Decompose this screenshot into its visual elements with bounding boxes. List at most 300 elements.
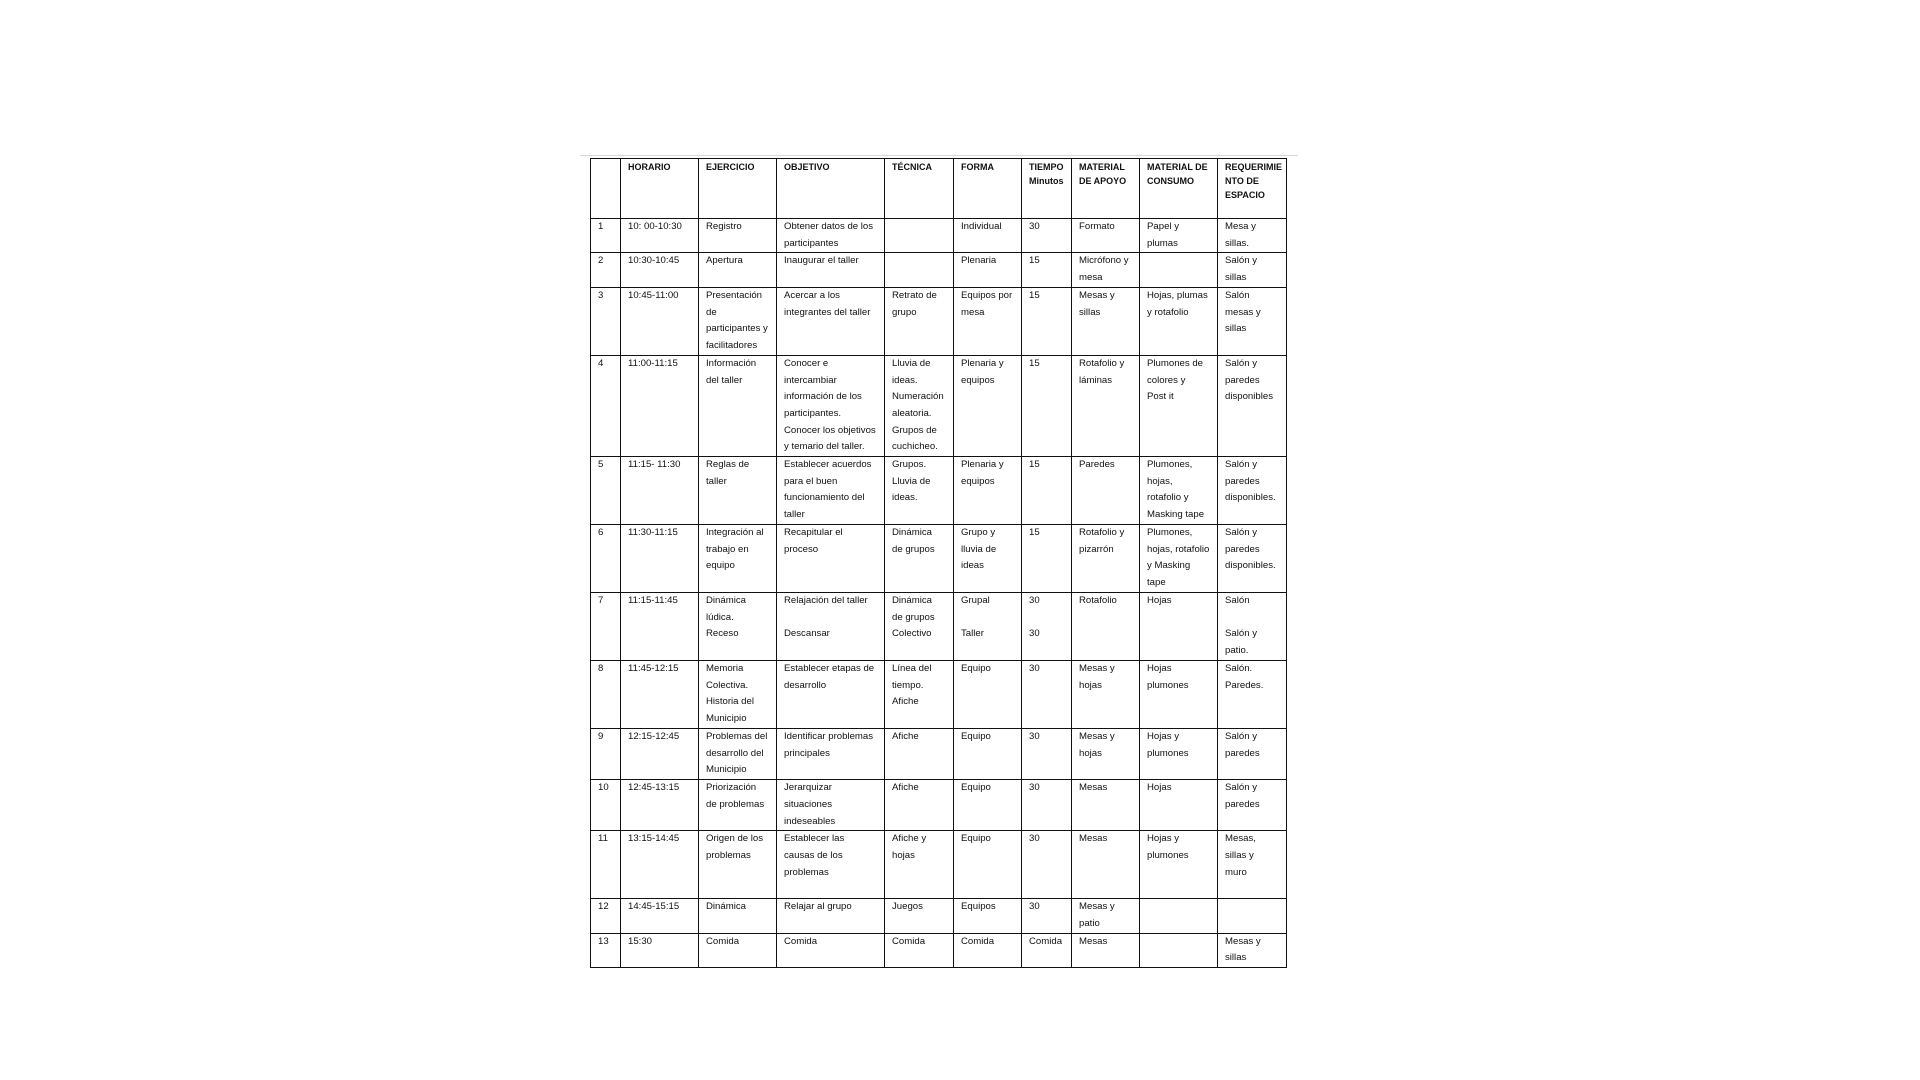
- cell-tiempo: [1022, 355, 1072, 456]
- cell-material-apoyo-line: Rotafolio y: [1079, 527, 1125, 539]
- cell-objetivo-line: Jerarquizar: [784, 782, 832, 794]
- cell-ejercicio-line: Historia del: [706, 696, 754, 708]
- cell-forma: [954, 933, 1022, 967]
- header-index: [591, 159, 621, 219]
- table-body: [591, 219, 1287, 968]
- cell-ejercicio-line: Receso: [706, 628, 739, 640]
- cell-horario: [621, 219, 699, 253]
- cell-index: [591, 780, 621, 831]
- cell-index-line: 2: [598, 255, 604, 267]
- table-row: [591, 253, 1287, 287]
- cell-objetivo: [777, 593, 885, 661]
- table-row: [591, 831, 1287, 899]
- cell-ejercicio-line: Priorización: [706, 782, 757, 794]
- cell-index: [591, 457, 621, 525]
- cell-objetivo-line: integrantes del taller: [784, 306, 871, 318]
- header-material-consumo: [1140, 159, 1218, 219]
- cell-material-consumo-line: plumas: [1147, 237, 1178, 249]
- cell-tiempo-line: 15: [1029, 255, 1040, 267]
- cell-tiempo-line: 15: [1029, 357, 1040, 369]
- cell-requerimiento-espacio-line: paredes: [1225, 374, 1260, 386]
- cell-ejercicio: [699, 831, 777, 899]
- cell-material-apoyo-line: Rotafolio y: [1079, 357, 1125, 369]
- cell-objetivo-line: proceso: [784, 543, 819, 555]
- cell-forma-line: Comida: [961, 935, 995, 947]
- cell-objetivo: [777, 355, 885, 456]
- cell-horario: [621, 525, 699, 593]
- cell-tecnica: [885, 933, 954, 967]
- cell-ejercicio-line: Registro: [706, 221, 742, 232]
- cell-material-apoyo-line: sillas: [1079, 306, 1101, 318]
- cell-requerimiento-espacio-line: paredes: [1225, 543, 1260, 555]
- cell-material-consumo-line: Post it: [1147, 391, 1174, 403]
- cell-tecnica: [885, 831, 954, 899]
- cell-requerimiento-espacio-line: Salón y: [1225, 527, 1257, 539]
- cell-forma-line: Plenaria y: [961, 459, 1004, 471]
- cell-ejercicio: [699, 899, 777, 933]
- workshop-schedule-table: [590, 158, 1287, 968]
- cell-horario-line: 10:45-11:00: [628, 289, 679, 301]
- cell-horario: [621, 831, 699, 899]
- table-row: [591, 780, 1287, 831]
- cell-forma-line: Plenaria y: [961, 357, 1004, 369]
- cell-tecnica-line: Lluvia de: [892, 357, 931, 369]
- cell-material-consumo-line: colores y: [1147, 374, 1186, 386]
- cell-tiempo-line: 30: [1029, 731, 1040, 743]
- cell-tiempo-line: 30: [1029, 901, 1040, 913]
- cell-requerimiento-espacio-line: paredes: [1225, 475, 1260, 487]
- header-material-apoyo-line: DE APOYO: [1079, 176, 1127, 187]
- cell-ejercicio-line: Problemas del: [706, 731, 768, 743]
- cell-index: [591, 287, 621, 355]
- cell-objetivo-line: [784, 610, 884, 627]
- cell-ejercicio-line: Comida: [706, 935, 740, 947]
- cell-tiempo-line: Comida: [1029, 935, 1063, 947]
- cell-horario-line: 15:30: [628, 935, 653, 947]
- header-material-consumo-line: CONSUMO: [1147, 176, 1194, 187]
- cell-horario-line: 14:45-15:15: [628, 901, 680, 913]
- table-row: [591, 457, 1287, 525]
- cell-requerimiento-espacio: [1218, 525, 1287, 593]
- cell-objetivo: [777, 525, 885, 593]
- cell-requerimiento-espacio: [1218, 831, 1287, 899]
- cell-objetivo-line: taller: [784, 509, 805, 521]
- cell-ejercicio-line: del taller: [706, 374, 743, 386]
- cell-tiempo: [1022, 831, 1072, 899]
- cell-forma-line: Equipo: [961, 833, 991, 845]
- cell-objetivo: [777, 831, 885, 899]
- cell-ejercicio-line: problemas: [706, 849, 751, 861]
- cell-material-consumo-line: y rotafolio: [1147, 306, 1189, 318]
- cell-objetivo: [777, 899, 885, 933]
- cell-tecnica: [885, 593, 954, 661]
- cell-requerimiento-espacio: [1218, 253, 1287, 287]
- cell-requerimiento-espacio-line: disponibles: [1225, 391, 1274, 403]
- header-ejercicio: [699, 159, 777, 219]
- cell-material-apoyo-line: Mesas y: [1079, 731, 1115, 743]
- cell-ejercicio: [699, 729, 777, 780]
- cell-material-consumo: [1140, 593, 1218, 661]
- cell-material-consumo: [1140, 457, 1218, 525]
- cell-requerimiento-espacio-line: Salón y: [1225, 731, 1257, 743]
- cell-requerimiento-espacio-line: paredes: [1225, 747, 1260, 759]
- cell-tecnica-line: grupo: [892, 306, 917, 318]
- cell-forma: [954, 831, 1022, 899]
- cell-objetivo-line: Establecer las: [784, 833, 845, 845]
- header-horario: [621, 159, 699, 219]
- cell-tiempo: [1022, 593, 1072, 661]
- cell-ejercicio: [699, 287, 777, 355]
- header-tecnica: [885, 159, 954, 219]
- cell-material-consumo-line: Hojas: [1147, 663, 1172, 675]
- cell-objetivo-line: principales: [784, 747, 830, 759]
- cell-material-consumo-line: Hojas y: [1147, 833, 1179, 845]
- cell-material-consumo: [1140, 780, 1218, 831]
- cell-material-consumo: [1140, 525, 1218, 593]
- cell-material-apoyo-line: Micrófono y: [1079, 255, 1129, 267]
- cell-material-apoyo: [1072, 661, 1140, 729]
- cell-index-line: 6: [598, 527, 604, 539]
- cell-requerimiento-espacio: [1218, 355, 1287, 456]
- cell-tecnica-line: Afiche: [892, 782, 919, 794]
- cell-forma-line: ideas: [961, 560, 984, 572]
- cell-tiempo-line: 30: [1029, 595, 1040, 607]
- cell-material-apoyo: [1072, 729, 1140, 780]
- cell-index-line: 10: [598, 782, 609, 794]
- cell-requerimiento-espacio-line: Mesas y: [1225, 935, 1261, 947]
- cell-ejercicio: [699, 253, 777, 287]
- cell-material-consumo: [1140, 933, 1218, 967]
- cell-material-apoyo: [1072, 525, 1140, 593]
- cell-forma-line: Individual: [961, 221, 1002, 232]
- cell-material-consumo-line: Hojas y: [1147, 731, 1179, 743]
- cell-material-apoyo: [1072, 287, 1140, 355]
- cell-index-line: 8: [598, 663, 604, 675]
- cell-ejercicio-line: lúdica.: [706, 611, 734, 623]
- cell-forma: [954, 661, 1022, 729]
- cell-ejercicio: [699, 661, 777, 729]
- header-ejercicio-line: EJERCICIO: [706, 162, 755, 172]
- cell-index: [591, 253, 621, 287]
- cell-tiempo: [1022, 933, 1072, 967]
- cell-forma: [954, 899, 1022, 933]
- cell-tecnica: [885, 525, 954, 593]
- cell-objetivo-line: Establecer acuerdos: [784, 459, 872, 471]
- cell-forma-line: Equipos por: [961, 289, 1013, 301]
- cell-objetivo-line: causas de los: [784, 849, 843, 861]
- cell-tiempo-line: 30: [1029, 833, 1040, 845]
- cell-tecnica-line: aleatoria.: [892, 407, 932, 419]
- cell-requerimiento-espacio-line: Salón y: [1225, 782, 1257, 794]
- header-requerimiento-espacio: [1218, 159, 1287, 219]
- cell-material-apoyo-line: Mesas y: [1079, 289, 1115, 301]
- cell-horario-line: 11:30-11:15: [628, 527, 678, 539]
- cell-ejercicio: [699, 355, 777, 456]
- header-tecnica-line: TÉCNICA: [892, 162, 932, 172]
- cell-ejercicio-line: Integración al: [706, 527, 764, 539]
- cell-index-line: 11: [598, 833, 608, 845]
- header-tiempo-line: Minutos: [1029, 176, 1064, 187]
- table-row: [591, 899, 1287, 933]
- cell-objetivo-line: para el buen: [784, 475, 838, 487]
- cell-objetivo: [777, 253, 885, 287]
- cell-material-consumo-line: plumones: [1147, 679, 1189, 691]
- cell-material-consumo-line: Plumones,: [1147, 459, 1193, 471]
- cell-requerimiento-espacio-line: sillas y: [1225, 849, 1254, 861]
- cell-objetivo-line: y temario del taller.: [784, 441, 865, 453]
- cell-material-apoyo-line: Mesas y: [1079, 901, 1115, 913]
- cell-forma-line: [961, 610, 1021, 627]
- cell-material-apoyo: [1072, 933, 1140, 967]
- cell-horario-line: 13:15-14:45: [628, 833, 680, 845]
- cell-material-apoyo: [1072, 355, 1140, 456]
- cell-index: [591, 355, 621, 456]
- cell-material-consumo-line: Papel y: [1147, 221, 1179, 232]
- cell-material-consumo: [1140, 253, 1218, 287]
- cell-tecnica-line: Comida: [892, 935, 926, 947]
- table-row: [591, 219, 1287, 253]
- cell-material-consumo: [1140, 729, 1218, 780]
- cell-requerimiento-espacio-line: paredes: [1225, 798, 1260, 810]
- cell-index: [591, 661, 621, 729]
- cell-material-apoyo: [1072, 593, 1140, 661]
- cell-requerimiento-espacio-line: Salón: [1225, 289, 1250, 301]
- cell-tecnica-line: tiempo.: [892, 679, 924, 691]
- cell-objetivo-line: Comida: [784, 935, 818, 947]
- cell-tiempo-line: 30: [1029, 221, 1040, 232]
- cell-material-consumo: [1140, 899, 1218, 933]
- table-row: [591, 661, 1287, 729]
- cell-requerimiento-espacio-line: [1225, 610, 1286, 627]
- cell-material-consumo-line: plumones: [1147, 747, 1189, 759]
- cell-requerimiento-espacio-line: Salón y: [1225, 628, 1257, 640]
- cell-horario: [621, 457, 699, 525]
- cell-requerimiento-espacio-line: sillas: [1225, 272, 1247, 284]
- cell-requerimiento-espacio-line: Paredes.: [1225, 679, 1264, 691]
- cell-index: [591, 219, 621, 253]
- cell-material-apoyo: [1072, 457, 1140, 525]
- header-material-apoyo-line: MATERIAL: [1079, 162, 1125, 172]
- cell-index-line: 13: [598, 935, 609, 947]
- cell-tiempo: [1022, 457, 1072, 525]
- cell-material-consumo-line: tape: [1147, 577, 1166, 589]
- cell-tiempo: [1022, 780, 1072, 831]
- cell-objetivo-line: Conocer los objetivos: [784, 424, 876, 436]
- cell-requerimiento-espacio-line: Salón y: [1225, 255, 1257, 267]
- cell-ejercicio-line: facilitadores: [706, 339, 758, 351]
- cell-ejercicio-line: Municipio: [706, 713, 747, 725]
- cell-forma-line: equipos: [961, 374, 995, 386]
- table-row: [591, 287, 1287, 355]
- cell-tiempo: [1022, 729, 1072, 780]
- cell-horario-line: 10:30-10:45: [628, 255, 680, 267]
- cell-tecnica-line: Afiche: [892, 731, 919, 743]
- cell-objetivo-line: Acercar a los: [784, 289, 840, 301]
- cell-objetivo-line: participantes: [784, 237, 839, 249]
- table-row: [591, 525, 1287, 593]
- cell-objetivo-line: Identificar problemas: [784, 731, 874, 743]
- table-row: [591, 729, 1287, 780]
- cell-ejercicio-line: Colectiva.: [706, 679, 749, 691]
- cell-tecnica: [885, 457, 954, 525]
- table-row: [591, 593, 1287, 661]
- cell-requerimiento-espacio-line: Salón y: [1225, 459, 1257, 471]
- cell-index-line: 4: [598, 357, 604, 369]
- cell-ejercicio-line: Información: [706, 357, 757, 369]
- cell-tiempo: [1022, 287, 1072, 355]
- cell-horario-line: 10: 00-10:30: [628, 221, 682, 232]
- header-requerimiento-espacio-line: NTO DE: [1225, 176, 1259, 187]
- cell-tecnica-line: cuchicheo.: [892, 441, 938, 453]
- cell-tecnica: [885, 661, 954, 729]
- cell-ejercicio: [699, 780, 777, 831]
- cell-objetivo: [777, 661, 885, 729]
- cell-forma-line: Equipos: [961, 901, 996, 913]
- cell-tecnica-line: hojas: [892, 849, 915, 861]
- header-objetivo: [777, 159, 885, 219]
- cell-requerimiento-espacio-line: Salón.: [1225, 663, 1253, 675]
- cell-ejercicio-line: Memoria: [706, 663, 744, 675]
- cell-horario: [621, 729, 699, 780]
- cell-material-consumo-line: rotafolio y: [1147, 492, 1189, 504]
- cell-forma-line: lluvia de: [961, 543, 997, 555]
- cell-objetivo-line: desarrollo: [784, 679, 827, 691]
- cell-requerimiento-espacio-line: Mesas,: [1225, 833, 1256, 845]
- cell-horario-line: 11:15-11:45: [628, 595, 678, 607]
- cell-ejercicio-line: participantes y: [706, 323, 768, 335]
- cell-ejercicio-line: Origen de los: [706, 833, 764, 845]
- cell-objetivo-line: Relajar al grupo: [784, 901, 852, 913]
- cell-ejercicio: [699, 933, 777, 967]
- cell-requerimiento-espacio-line: sillas: [1225, 323, 1247, 335]
- cell-index: [591, 831, 621, 899]
- cell-horario: [621, 933, 699, 967]
- cell-objetivo: [777, 219, 885, 253]
- cell-forma-line: mesa: [961, 306, 985, 318]
- cell-horario: [621, 287, 699, 355]
- cell-material-consumo-line: plumones: [1147, 849, 1189, 861]
- cell-objetivo: [777, 729, 885, 780]
- cell-material-consumo-line: Hojas: [1147, 782, 1172, 794]
- cell-material-apoyo-line: hojas: [1079, 679, 1102, 691]
- cell-tecnica: [885, 729, 954, 780]
- cell-forma-line: Equipo: [961, 663, 991, 675]
- cell-forma: [954, 219, 1022, 253]
- cell-horario: [621, 780, 699, 831]
- cell-requerimiento-espacio-line: sillas.: [1225, 237, 1249, 249]
- header-requerimiento-espacio-line: REQUERIMIE: [1225, 162, 1283, 172]
- cell-material-apoyo-line: mesa: [1079, 272, 1103, 284]
- cell-horario-line: 11:45-12:15: [628, 663, 679, 675]
- cell-objetivo-line: Establecer etapas de: [784, 663, 875, 675]
- cell-forma: [954, 355, 1022, 456]
- cell-ejercicio: [699, 525, 777, 593]
- cell-forma-line: Taller: [961, 628, 984, 640]
- cell-tecnica-line: Línea del: [892, 663, 932, 675]
- cell-horario: [621, 253, 699, 287]
- cell-objetivo-line: situaciones: [784, 798, 832, 810]
- cell-forma-line: Plenaria: [961, 255, 997, 267]
- cell-tecnica: [885, 899, 954, 933]
- cell-material-consumo: [1140, 661, 1218, 729]
- cell-objetivo-line: Conocer e: [784, 357, 829, 369]
- cell-tecnica-line: Dinámica: [892, 595, 932, 607]
- cell-requerimiento-espacio: [1218, 899, 1287, 933]
- cell-ejercicio-line: desarrollo del: [706, 747, 764, 759]
- cell-tiempo: [1022, 661, 1072, 729]
- cell-ejercicio-line: de: [706, 306, 717, 318]
- cell-requerimiento-espacio-line: disponibles.: [1225, 560, 1276, 572]
- cell-index: [591, 525, 621, 593]
- cell-tecnica-line: Juegos: [892, 901, 923, 913]
- cell-tiempo: [1022, 525, 1072, 593]
- cell-forma-line: Equipo: [961, 782, 991, 794]
- cell-tecnica: [885, 780, 954, 831]
- cell-material-consumo-line: Masking tape: [1147, 509, 1205, 521]
- cell-material-apoyo: [1072, 831, 1140, 899]
- cell-forma: [954, 593, 1022, 661]
- cell-material-consumo-line: y Masking: [1147, 560, 1191, 572]
- cell-material-consumo: [1140, 287, 1218, 355]
- cell-index-line: 9: [598, 731, 604, 743]
- cell-objetivo-line: intercambiar: [784, 374, 837, 386]
- cell-horario: [621, 593, 699, 661]
- cell-material-consumo: [1140, 355, 1218, 456]
- header-index-line: [598, 160, 620, 177]
- cell-tecnica-line: Grupos.: [892, 459, 927, 471]
- cell-horario: [621, 355, 699, 456]
- cell-tecnica-line: Afiche y: [892, 833, 927, 845]
- table-row: [591, 933, 1287, 967]
- cell-requerimiento-espacio-line: mesas y: [1225, 306, 1261, 318]
- cell-objetivo: [777, 780, 885, 831]
- cell-tecnica: [885, 219, 954, 253]
- cell-forma-line: equipos: [961, 475, 995, 487]
- cell-index: [591, 593, 621, 661]
- cell-ejercicio-line: equipo: [706, 560, 735, 572]
- cell-objetivo-line: información de los: [784, 391, 862, 403]
- cell-requerimiento-espacio: [1218, 219, 1287, 253]
- cell-ejercicio-line: de problemas: [706, 798, 765, 810]
- cell-tecnica-line: Grupos de: [892, 424, 937, 436]
- cell-forma: [954, 457, 1022, 525]
- cell-index: [591, 899, 621, 933]
- cell-tiempo-line: 30: [1029, 628, 1040, 640]
- cell-tiempo-line: 15: [1029, 459, 1040, 471]
- header-material-apoyo: [1072, 159, 1140, 219]
- cell-objetivo-line: problemas: [784, 866, 829, 878]
- cell-horario: [621, 899, 699, 933]
- cell-forma-line: Equipo: [961, 731, 991, 743]
- cell-objetivo: [777, 457, 885, 525]
- cell-tecnica-line: Afiche: [892, 696, 919, 708]
- cell-ejercicio-line: taller: [706, 475, 727, 487]
- cell-tiempo: [1022, 219, 1072, 253]
- cell-objetivo: [777, 287, 885, 355]
- cell-requerimiento-espacio: [1218, 661, 1287, 729]
- cell-requerimiento-espacio-line: Salón: [1225, 595, 1250, 607]
- cell-objetivo-line: Descansar: [784, 628, 830, 640]
- cell-ejercicio-line: Municipio: [706, 764, 747, 776]
- cell-objetivo-line: Relajación del taller: [784, 595, 868, 607]
- cell-forma: [954, 525, 1022, 593]
- cell-material-apoyo-line: Mesas: [1079, 833, 1108, 845]
- cell-forma: [954, 253, 1022, 287]
- cell-tecnica: [885, 355, 954, 456]
- page-top-rule: [580, 155, 1298, 156]
- cell-objetivo: [777, 933, 885, 967]
- cell-requerimiento-espacio: [1218, 287, 1287, 355]
